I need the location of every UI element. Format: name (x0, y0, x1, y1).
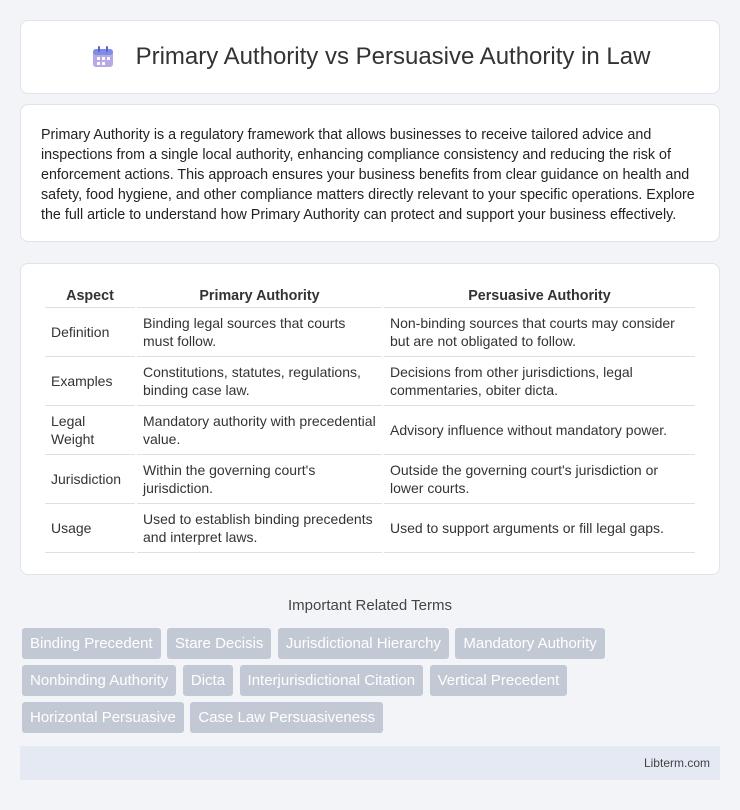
row-persuasive: Used to support arguments or fill legal gaps. (384, 504, 695, 553)
intro-text: Primary Authority is a regulatory framework that allows businesses to receive tailored advice and inspections from a single local authority, enhancing compliance consistency and reducing the risk of enforcement actions. This approach ensures your business benefits from clear guidance on health and safety, food hygiene, and other compliance matters directly relevant to your specific operations. Explore the full article to understand how Primary Authority can protect and support your business effectively. (41, 127, 695, 223)
related-term-tag[interactable]: Mandatory Authority (455, 628, 604, 659)
table-row (45, 455, 695, 504)
table-row (45, 406, 695, 455)
related-term-tag[interactable]: Jurisdictional Hierarchy (278, 628, 449, 659)
intro-card (20, 104, 720, 242)
header-aspect: Aspect (45, 284, 135, 308)
row-primary: Within the governing court's jurisdiction. (137, 455, 382, 504)
row-aspect: Definition (45, 308, 135, 357)
related-term-tag[interactable]: Dicta (183, 665, 233, 696)
row-aspect: Jurisdiction (45, 455, 135, 504)
row-persuasive: Non-binding sources that courts may consider but are not obligated to follow. (384, 308, 695, 357)
related-term-tag[interactable]: Vertical Precedent (430, 665, 568, 696)
title-card (20, 20, 720, 94)
row-primary: Binding legal sources that courts must follow. (137, 308, 382, 357)
header-primary: Primary Authority (137, 284, 382, 308)
calendar-icon (90, 44, 116, 70)
page-title: Primary Authority vs Persuasive Authority in Law (135, 43, 651, 70)
row-aspect: Legal Weight (45, 406, 135, 455)
header-persuasive: Persuasive Authority (384, 284, 695, 308)
row-aspect: Examples (45, 357, 135, 406)
related-term-tag[interactable]: Binding Precedent (22, 628, 161, 659)
row-aspect: Usage (45, 504, 135, 553)
related-term-tag[interactable]: Horizontal Persuasive (22, 702, 184, 733)
footer (20, 746, 720, 780)
related-term-tag[interactable]: Case Law Persuasiveness (190, 702, 383, 733)
comparison-table (43, 284, 697, 553)
row-primary: Used to establish binding precedents and interpret laws. (137, 504, 382, 553)
related-terms-title: Important Related Terms (288, 597, 452, 614)
comparison-table-card (20, 263, 720, 575)
table-row (45, 357, 695, 406)
row-persuasive: Outside the governing court's jurisdiction or lower courts. (384, 455, 695, 504)
row-persuasive: Advisory influence without mandatory power. (384, 406, 695, 455)
related-term-tag[interactable]: Stare Decisis (167, 628, 271, 659)
related-terms-list (22, 628, 722, 739)
row-primary: Mandatory authority with precedential value. (137, 406, 382, 455)
table-header-row (45, 284, 695, 308)
table-row (45, 504, 695, 553)
table-row (45, 308, 695, 357)
row-primary: Constitutions, statutes, regulations, binding case law. (137, 357, 382, 406)
row-persuasive: Decisions from other jurisdictions, legal commentaries, obiter dicta. (384, 357, 695, 406)
related-term-tag[interactable]: Nonbinding Authority (22, 665, 176, 696)
related-term-tag[interactable]: Interjurisdictional Citation (240, 665, 424, 696)
footer-site-link[interactable]: Libterm.com (643, 756, 710, 770)
